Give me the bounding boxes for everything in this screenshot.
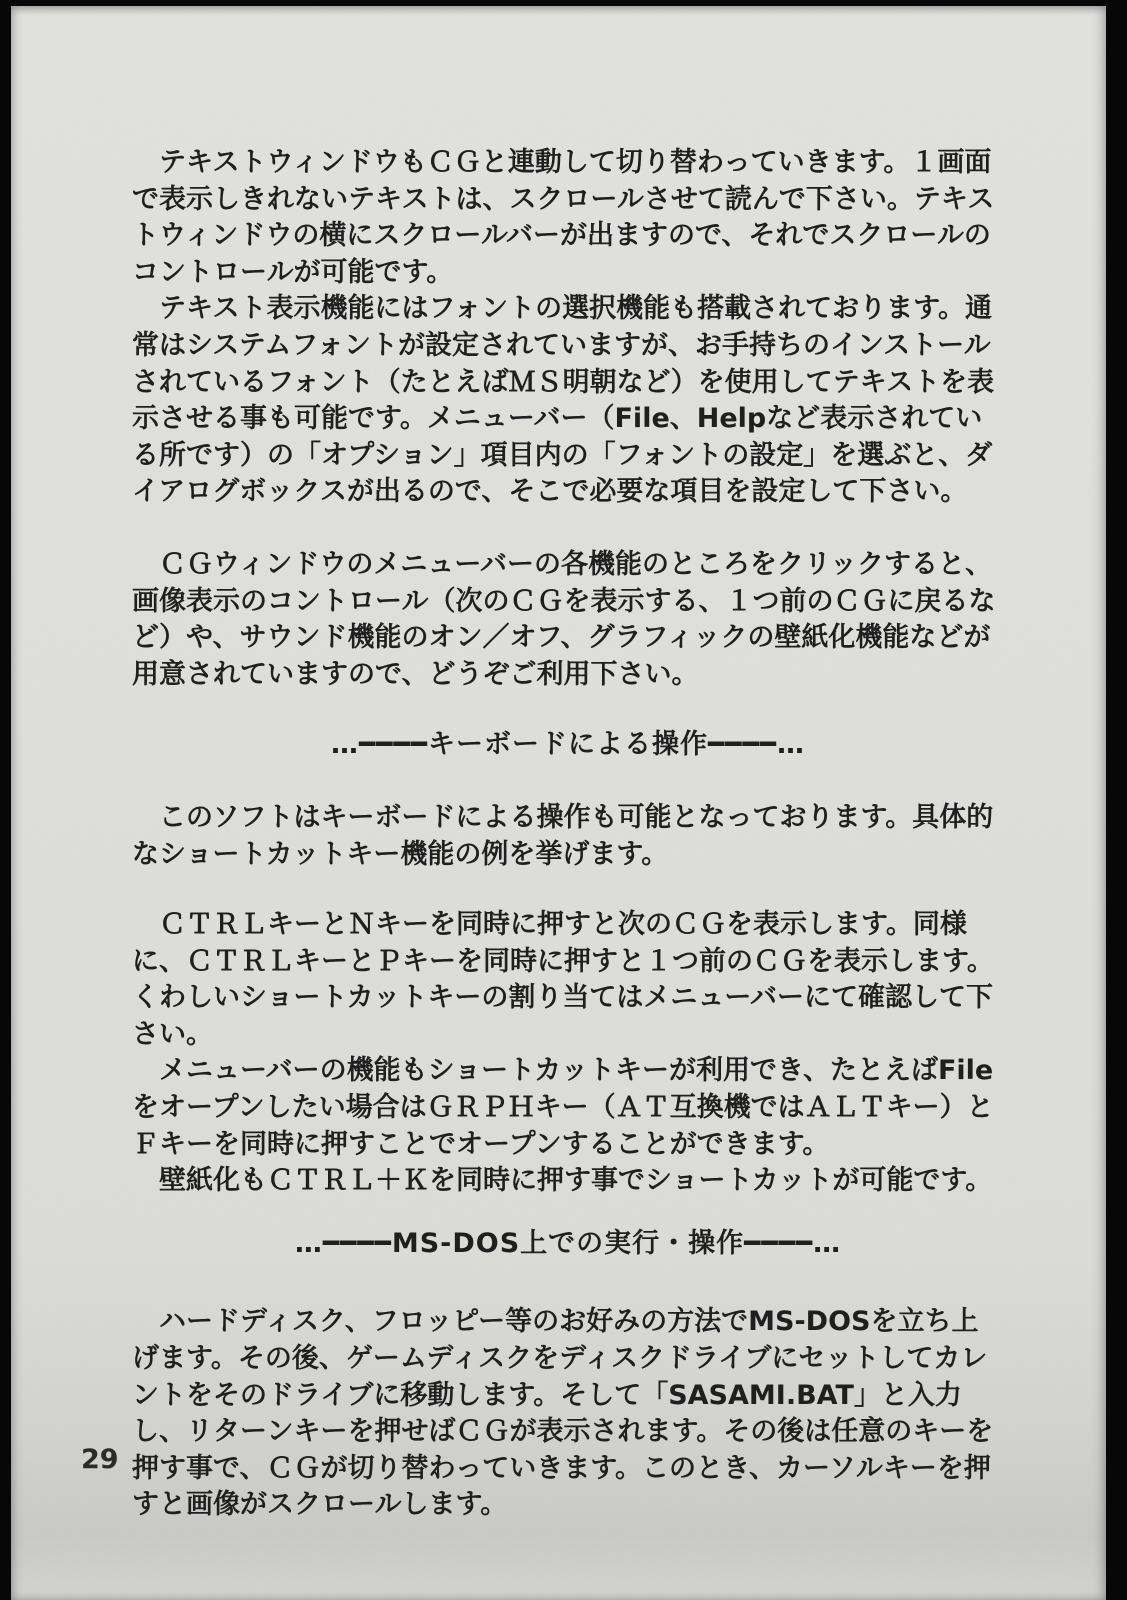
section-heading-keyboard-operation: …━━━━キーボードによる操作━━━━… (330, 729, 806, 761)
paragraph-text-window-scroll: テキストウィンドウもＣＧと連動して切り替わっていきます。１画面で表示しきれないテキストは、スクロールさせて読んで下さい。テキストウィンドウの横にスクロールバーが出ますので、それでスクロールのコントロールが可能です。 (132, 147, 995, 288)
paragraph-menubar-shortcuts: メニューバーの機能もショートカットキーが利用でき、たとえばFileをオープンしたい場合はＧＲＰＨキー（ＡＴ互換機ではＡＬＴキー）とＦキーを同時に押すことでオープンすることができます。 (132, 1055, 994, 1160)
section-heading-msdos-operation: …━━━━MS-DOS上での実行・操作━━━━… (294, 1227, 842, 1259)
paragraph-wallpaper-shortcut: 壁紙化もＣＴＲＬ＋Ｋを同時に押す事でショートカットが可能です。 (132, 1165, 993, 1197)
page (11, 6, 1106, 1600)
paragraph-cg-window-menubar: ＣＧウィンドウのメニューバーの各機能のところをクリックすると、画像表示のコントロール（次のＣＧを表示する、１つ前のＣＧに戻るなど）や、サウンド機能のオン／オフ、グラフィックの壁紙化機能などが用意されていますので、どうぞご利用下さい。 (132, 548, 996, 690)
paragraph-ctrl-shortcuts: ＣＴＲＬキーとＮキーを同時に押すと次のＣＧを表示します。同様に、ＣＴＲＬキーとＰキーを同時に押すと１つ前のＣＧを表示します。くわしいショートカットキーの割り当てはメニューバーにて確認して下さい。 (132, 909, 994, 1050)
paragraph-font-selection: テキスト表示機能にはフォントの選択機能も搭載されております。通常はシステムフォントが設定されていますが、お手持ちのインストールされているフォント（たとえばＭＳ明朝など）を使用してテキストを表示させる事も可能です。メニューバー（File、Helpなど表示されている所です）の「オプション」項目内の「フォントの設定」を選ぶと、ダイアログボックスが出るので、そこで必要な項目を設定して下さい。 (132, 293, 995, 508)
paragraph-keyboard-intro: このソフトはキーボードによる操作も可能となっております。具体的なショートカットキー機能の例を挙げます。 (132, 801, 994, 870)
paragraph-msdos-launch: ハードディスク、フロッピー等のお好みの方法でMS-DOSを立ち上げます。その後、ゲームディスクをディスクドライブにセットしてカレントをそのドライブに移動します。そして「SASAMI.BAT」と入力し、リターンキーを押せばＣＧが表示されます。その後は任意のキーを押す事で、ＣＧが切り替わっていきます。このとき、カーソルキーを押すと画像がスクロールします。 (132, 1306, 994, 1521)
page-number: 29 (81, 1444, 119, 1475)
page-content (132, 6, 1004, 1524)
